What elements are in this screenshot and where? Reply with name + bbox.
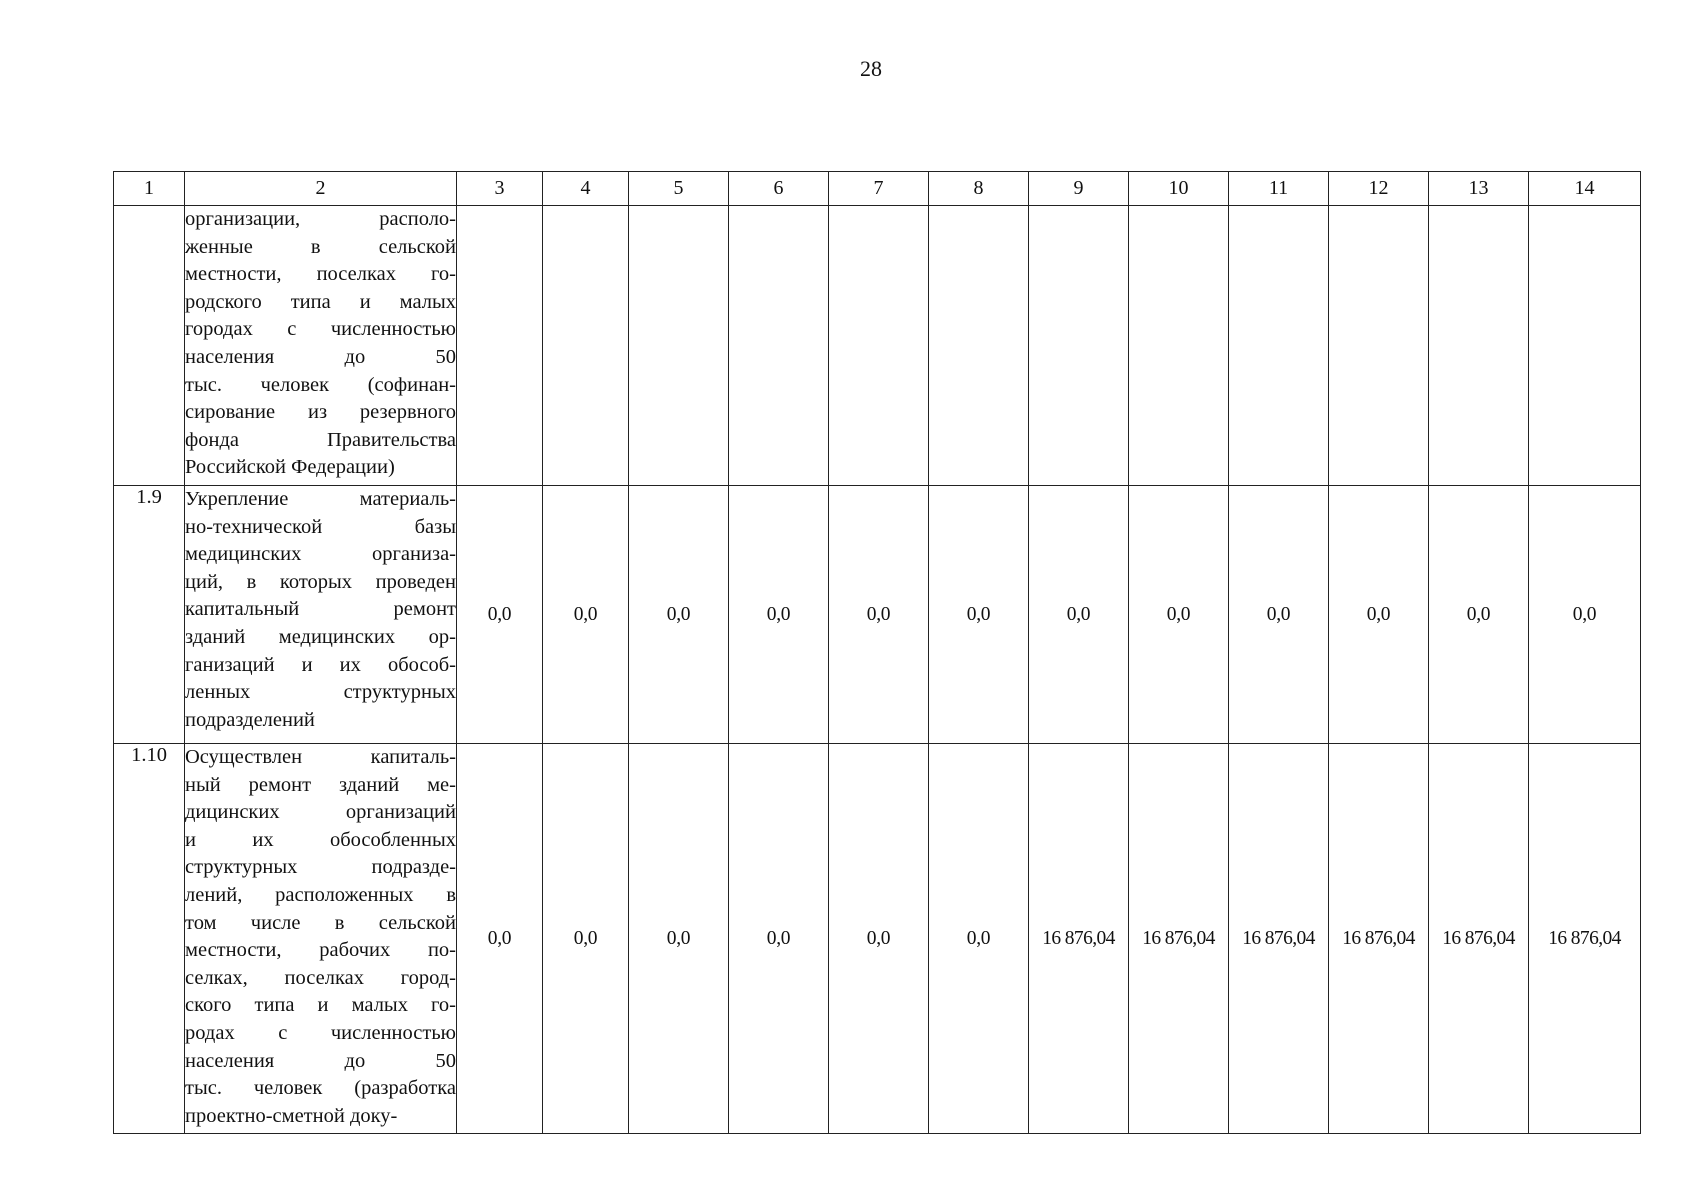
- description-line: фонда Правительства: [185, 428, 456, 451]
- value-cell-col-7: 0,0: [829, 744, 929, 1134]
- description-line: селках, поселках город-: [185, 966, 456, 989]
- value-cell-col-5: 0,0: [629, 486, 729, 744]
- column-header: 12: [1329, 172, 1429, 206]
- description-line: ского типа и малых го-: [185, 994, 456, 1017]
- value-cell-col-9: [1029, 206, 1129, 486]
- description-line: но-технической базы: [185, 515, 456, 538]
- value-cell-col-14: 0,0: [1529, 486, 1641, 744]
- description-line: ганизаций и их обособ-: [185, 653, 456, 676]
- value-cell-col-12: 16 876,04: [1329, 744, 1429, 1134]
- description-line: родского типа и малых: [185, 290, 456, 313]
- value-cell-col-7: 0,0: [829, 486, 929, 744]
- column-header: 6: [729, 172, 829, 206]
- description-line: Российской Федерации): [185, 456, 395, 479]
- value-cell-col-6: 0,0: [729, 744, 829, 1134]
- value-cell-col-13: 16 876,04: [1429, 744, 1529, 1134]
- table-row: [114, 744, 1641, 1134]
- description-line: подразделений: [185, 708, 315, 731]
- value-cell-col-10: 16 876,04: [1129, 744, 1229, 1134]
- description-line: и их обособленных: [185, 828, 456, 851]
- value-cell-col-13: 0,0: [1429, 486, 1529, 744]
- row-description: [185, 744, 457, 1134]
- column-header: 2: [185, 172, 457, 206]
- row-number: 1.10: [114, 744, 185, 1134]
- description-line: структурных подразде-: [185, 856, 456, 879]
- value-cell-col-6: [729, 206, 829, 486]
- description-line: сирование из резервного: [185, 401, 456, 424]
- description-line: ный ремонт зданий ме-: [185, 773, 456, 796]
- description-line: населения до 50: [185, 345, 456, 368]
- description-line: женные в сельской: [185, 235, 456, 258]
- description-line: организации, располо-: [185, 208, 456, 230]
- value-cell-col-9: 16 876,04: [1029, 744, 1129, 1134]
- value-cell-col-4: 0,0: [543, 486, 629, 744]
- value-cell-col-7: [829, 206, 929, 486]
- value-cell-col-8: 0,0: [929, 486, 1029, 744]
- column-header: 13: [1429, 172, 1529, 206]
- description-line: городах с численностью: [185, 318, 456, 341]
- table-row: [114, 486, 1641, 744]
- column-header: 4: [543, 172, 629, 206]
- row-description: [185, 486, 457, 744]
- value-cell-col-8: [929, 206, 1029, 486]
- description-line: ций, в которых проведен: [185, 570, 456, 593]
- column-header: 14: [1529, 172, 1641, 206]
- value-cell-col-8: 0,0: [929, 744, 1029, 1134]
- description-line: проектно-сметной доку-: [185, 1104, 398, 1127]
- description-line: лений, расположенных в: [185, 883, 456, 906]
- value-cell-col-10: 0,0: [1129, 486, 1229, 744]
- description-line: тыс. человек (софинан-: [185, 373, 456, 396]
- table-row: [114, 206, 1641, 486]
- column-header: 9: [1029, 172, 1129, 206]
- value-cell-col-14: 16 876,04: [1529, 744, 1641, 1134]
- value-cell-col-14: [1529, 206, 1641, 486]
- description-line: Осуществлен капиталь-: [185, 746, 456, 768]
- description-line: медицинских организа-: [185, 543, 456, 566]
- value-cell-col-5: 0,0: [629, 744, 729, 1134]
- row-number: 1.9: [114, 486, 185, 744]
- column-header: 1: [114, 172, 185, 206]
- value-cell-col-3: 0,0: [457, 486, 543, 744]
- description-line: том числе в сельской: [185, 911, 456, 934]
- value-cell-col-3: [457, 206, 543, 486]
- value-cell-col-9: 0,0: [1029, 486, 1129, 744]
- budget-table: [113, 171, 1641, 1134]
- description-line: зданий медицинских ор-: [185, 625, 456, 648]
- value-cell-col-4: [543, 206, 629, 486]
- description-line: тыс. человек (разработка: [185, 1077, 456, 1100]
- description-line: Укрепление материаль-: [185, 488, 456, 510]
- value-cell-col-12: 0,0: [1329, 486, 1429, 744]
- description-line: ленных структурных: [185, 681, 456, 704]
- description-line: капитальный ремонт: [185, 598, 456, 621]
- row-description: [185, 206, 457, 486]
- value-cell-col-6: 0,0: [729, 486, 829, 744]
- value-cell-col-10: [1129, 206, 1229, 486]
- value-cell-col-4: 0,0: [543, 744, 629, 1134]
- value-cell-col-5: [629, 206, 729, 486]
- description-line: местности, поселках го-: [185, 263, 456, 286]
- description-line: дицинских организаций: [185, 801, 456, 824]
- column-header: 10: [1129, 172, 1229, 206]
- description-line: населения до 50: [185, 1049, 456, 1072]
- value-cell-col-11: [1229, 206, 1329, 486]
- description-line: родах с численностью: [185, 1021, 456, 1044]
- column-header: 3: [457, 172, 543, 206]
- value-cell-col-11: 0,0: [1229, 486, 1329, 744]
- value-cell-col-12: [1329, 206, 1429, 486]
- row-number: [114, 206, 185, 486]
- column-header: 8: [929, 172, 1029, 206]
- column-header: 7: [829, 172, 929, 206]
- column-header: 11: [1229, 172, 1329, 206]
- column-header-row: [114, 172, 1641, 206]
- description-line: местности, рабочих по-: [185, 939, 456, 962]
- column-header: 5: [629, 172, 729, 206]
- value-cell-col-11: 16 876,04: [1229, 744, 1329, 1134]
- page-number: 28: [860, 56, 882, 81]
- value-cell-col-3: 0,0: [457, 744, 543, 1134]
- value-cell-col-13: [1429, 206, 1529, 486]
